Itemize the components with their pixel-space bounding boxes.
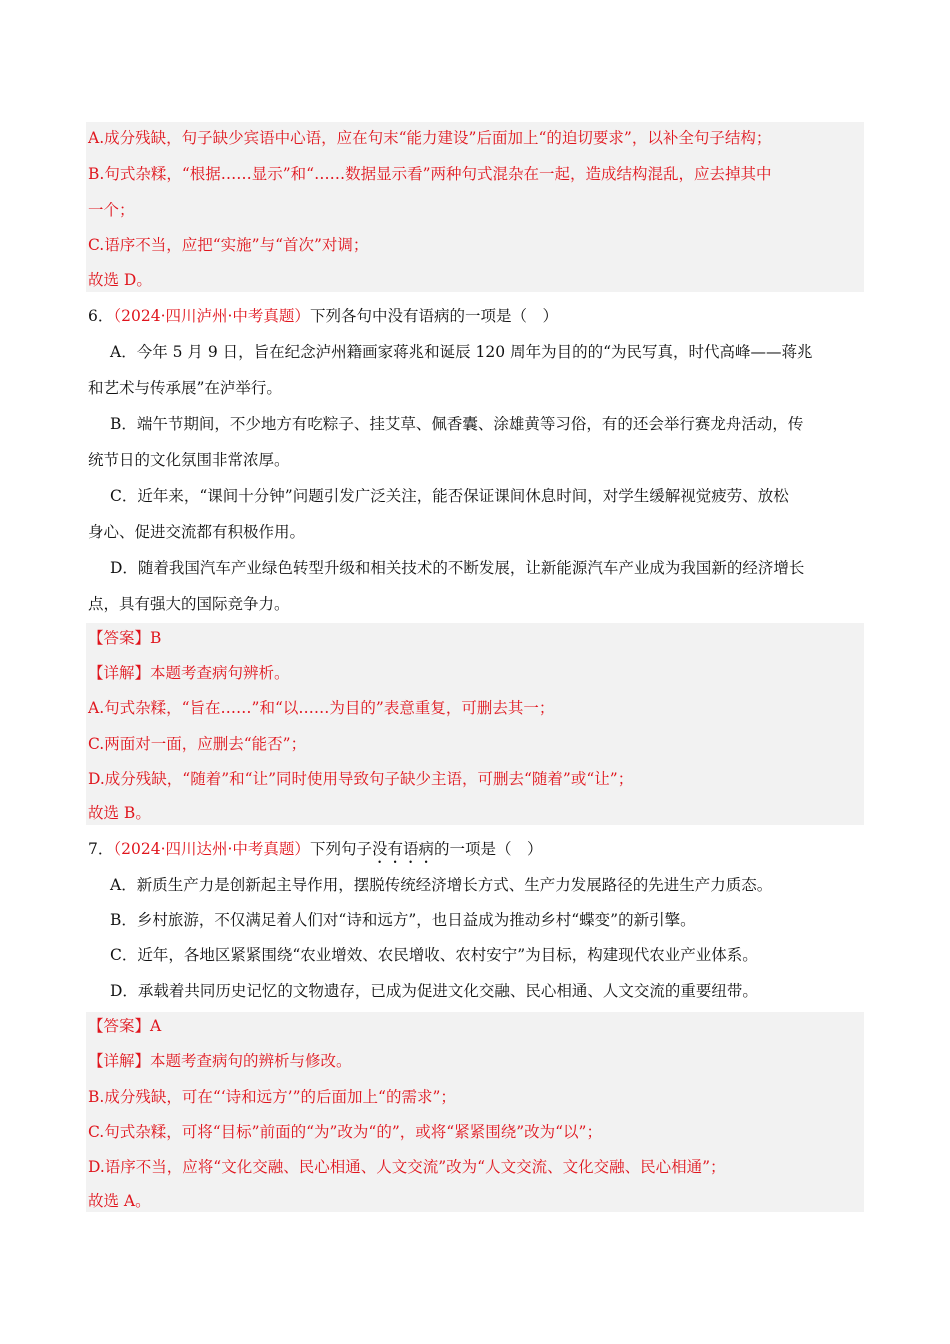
- q6-answer: 【答案】B: [88, 629, 162, 647]
- q7-stem-pre: 下列句子: [309, 840, 372, 858]
- q7-option-c: C．近年，各地区紧紧围绕“农业增效、农民增收、农村安宁”为目标，构建现代农业产业体系。: [110, 946, 758, 964]
- q7-analysis-c: C.句式杂糅，可将“目标”前面的“为”改为“的”，或将“紧紧围绕”改为“以”；: [88, 1123, 602, 1141]
- q6-analysis-d: D.成分残缺，“随着”和“让”同时使用导致句子缺少主语，可删去“随着”或“让”；: [88, 770, 634, 788]
- q7-source: （2024·四川达州·中考真题）: [113, 840, 310, 858]
- q5-analysis-a: A.成分残缺，句子缺少宾语中心语，应在句末“能力建设”后面加上“的迫切要求”，以补全句子结构；: [88, 129, 772, 147]
- q5-analysis-b-line2: 一个；: [88, 201, 135, 219]
- q6-conclusion: 故选 B。: [88, 804, 151, 822]
- q6-analysis-a: A.句式杂糅，“旨在……”和“以……为目的”表意重复，可删去其一；: [88, 699, 555, 717]
- q7-number: 7．: [88, 840, 114, 858]
- q7-answer-box: [86, 1012, 864, 1212]
- q6-option-a-line1: A．今年 5 月 9 日，旨在纪念泸州籍画家蒋兆和诞辰 120 周年为目的的“为民写真，时代高峰——蒋兆: [110, 343, 813, 361]
- q7-option-b: B．乡村旅游，不仅满足着人们对“诗和远方”，也日益成为推动乡村“蝶变”的新引擎。: [110, 911, 696, 929]
- q7-detail: 【详解】本题考查病句的辨析与修改。: [88, 1052, 352, 1070]
- q6-option-c-line1: C．近年来，“课间十分钟”问题引发广泛关注，能否保证课间休息时间，对学生缓解视觉疲劳、放松: [110, 487, 789, 505]
- q7-stem: [88, 838, 542, 860]
- q6-detail: 【详解】本题考查病句辨析。: [88, 664, 290, 682]
- q7-analysis-d: D.语序不当，应将“文化交融、民心相通、人文交流”改为“人文交流、文化交融、民心相通”；: [88, 1158, 726, 1176]
- q6-analysis-c: C.两面对一面，应删去“能否”；: [88, 735, 307, 753]
- q6-answer-box: [86, 623, 864, 825]
- q7-analysis-b: B.成分残缺，可在“‘诗和远方’”的后面加上“的需求”；: [88, 1088, 456, 1106]
- q6-option-b-line2: 统节日的文化氛围非常浓厚。: [88, 451, 290, 469]
- q6-number: 6．: [88, 307, 114, 325]
- q6-option-a-line2: 和艺术与传承展”在泸举行。: [88, 379, 282, 397]
- q6-source: （2024·四川泸州·中考真题）: [113, 307, 310, 325]
- q5-analysis-b-line1: B.句式杂糅，“根据……显示”和“……数据显示看”两种句式混杂在一起，造成结构混乱，应去掉其中: [88, 165, 772, 183]
- q5-analysis-c: C.语序不当，应把“实施”与“首次”对调；: [88, 236, 369, 254]
- q7-option-a: A．新质生产力是创新起主导作用，摆脱传统经济增长方式、生产力发展路径的先进生产力质态。: [110, 876, 773, 894]
- q7-stem-emphasis: 没有语病: [371, 840, 434, 858]
- q5-conclusion: 故选 D。: [88, 271, 152, 289]
- q6-option-d-line1: D．随着我国汽车产业绿色转型升级和相关技术的不断发展，让新能源汽车产业成为我国新的经济增长: [110, 559, 805, 577]
- q6-option-b-line1: B．端午节期间，不少地方有吃粽子、挂艾草、佩香囊、涂雄黄等习俗，有的还会举行赛龙舟活动，传: [110, 415, 804, 433]
- q7-answer: 【答案】A: [88, 1017, 162, 1035]
- q7-conclusion: 故选 A。: [88, 1192, 151, 1210]
- q6-option-c-line2: 身心、促进交流都有积极作用。: [88, 523, 306, 541]
- q6-stem-text: 下列各句中没有语病的一项是（ ）: [309, 307, 558, 325]
- q7-stem-post: 的一项是（ ）: [433, 840, 543, 858]
- q6-stem: [88, 305, 558, 327]
- q7-option-d: D．承载着共同历史记忆的文物遗存，已成为促进文化交融、民心相通、人文交流的重要纽带。: [110, 982, 758, 1000]
- q6-option-d-line2: 点，具有强大的国际竞争力。: [88, 595, 290, 613]
